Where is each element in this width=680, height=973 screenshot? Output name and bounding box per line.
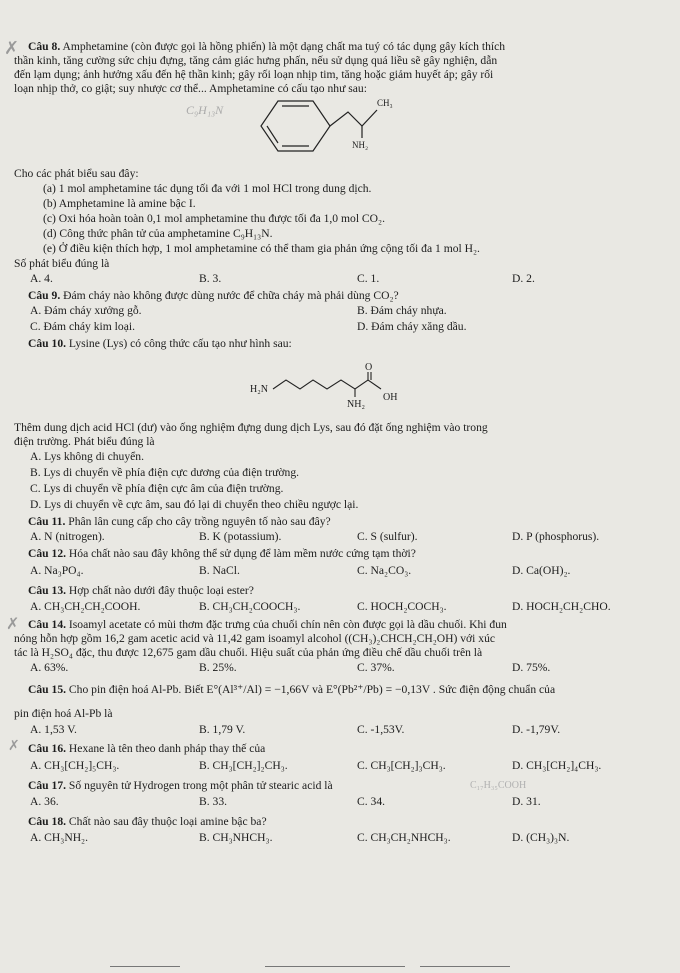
q13-option-d[interactable]: D. HOCH₂CH₂CHO. [512, 600, 611, 613]
q16-number: Câu 16. [28, 742, 67, 755]
q8-option-b[interactable]: B. 3. [199, 272, 222, 285]
q17-text: Số nguyên tử Hydrogen trong một phân tử stearic acid là [68, 779, 333, 792]
q18-number: Câu 18. [28, 815, 67, 828]
q10-line-1: Thêm dung dịch acid HCl (dư) vào ống nghiệm đựng dung dịch Lys, sau đó đặt ống nghiệm vào trong [14, 421, 488, 434]
footer-divider [420, 966, 510, 967]
q8-statement-b: (b) Amphetamine là amine bậc I. [43, 197, 196, 210]
q15-option-a[interactable]: A. 1,53 V. [30, 723, 77, 736]
q8-option-a[interactable]: A. 4. [30, 272, 53, 285]
amphetamine-ch3-label: CH₃ [377, 98, 393, 108]
q17-stem [28, 779, 333, 792]
q13-option-a[interactable]: A. CH₃CH₂CH₂COOH. [30, 600, 141, 613]
q10-line-2: điện trường. Phát biểu đúng là [14, 435, 155, 448]
q16-text: Hexane là tên theo danh pháp thay thế của [68, 742, 266, 755]
q15-text: Cho pin điện hoá Al-Pb. Biết E°(Al³⁺/Al) = −1,66V và E°(Pb²⁺/Pb) = −0,13V . Sức điện động chuẩn của [68, 683, 556, 696]
q10-text: Lysine (Lys) có công thức cấu tạo như hình sau: [68, 337, 292, 350]
handwritten-x-mark: ✗ [6, 614, 20, 633]
q10-option-c[interactable]: C. Lys di chuyển về phía điện cực âm của điện trường. [30, 482, 284, 495]
q17-option-b[interactable]: B. 33. [199, 795, 228, 808]
q17-option-a[interactable]: A. 36. [30, 795, 59, 808]
q14-option-c[interactable]: C. 37%. [357, 661, 395, 674]
q18-option-b[interactable]: B. CH₃NHCH₃. [199, 831, 273, 844]
q11-text: Phân lân cung cấp cho cây trồng nguyên tố nào sau đây? [68, 515, 331, 528]
q16-option-b[interactable]: B. CH₃[CH₂]₂CH₃. [199, 759, 288, 772]
q18-option-d[interactable]: D. (CH₃)₃N. [512, 831, 570, 844]
q9-number: Câu 9. [28, 289, 61, 302]
q11-stem [28, 515, 331, 528]
q8-statement-e: (e) Ở điều kiện thích hợp, 1 mol amphetamine có thể tham gia phản ứng cộng tối đa 1 mol H₂. [43, 242, 480, 255]
q8-option-d[interactable]: D. 2. [512, 272, 535, 285]
handwritten-formula-note: C₉H₁₃N [186, 103, 224, 117]
q9-option-a[interactable]: A. Đám cháy xưởng gỗ. [30, 304, 142, 317]
q10-option-a[interactable]: A. Lys không di chuyển. [30, 450, 144, 463]
q18-option-a[interactable]: A. CH₃NH₂. [30, 831, 89, 844]
q11-option-c[interactable]: C. S (sulfur). [357, 530, 418, 543]
q14-option-a[interactable]: A. 63%. [30, 661, 69, 674]
q8-number: Câu 8. [28, 40, 61, 53]
q15-option-c[interactable]: C. -1,53V. [357, 723, 405, 736]
q12-number: Câu 12. [28, 547, 67, 560]
q16-option-c[interactable]: C. CH₃[CH₂]₃CH₃. [357, 759, 446, 772]
q8-option-c[interactable]: C. 1. [357, 272, 380, 285]
q8-text-1: Amphetamine (còn được gọi là hồng phiến) là một dạng chất ma tuý có tác dụng gây kích thích [62, 40, 506, 53]
q8-statement-a: (a) 1 mol amphetamine tác dụng tối đa với 1 mol HCl trong dung dịch. [43, 182, 372, 195]
q8-line-3: đến lạm dụng; ảnh hưởng xấu đến hệ thần kinh; gây rối loạn nhịp tim, tăng hoặc giảm huyết áp; gây rối [14, 68, 494, 81]
q15-line-2: pin điện hoá Al-Pb là [14, 707, 113, 720]
q8-statements-intro: Cho các phát biểu sau đây: [14, 167, 139, 180]
q11-option-b[interactable]: B. K (potassium). [199, 530, 282, 543]
q17-option-d[interactable]: D. 31. [512, 795, 541, 808]
q17-option-c[interactable]: C. 34. [357, 795, 386, 808]
q8-statement-c: (c) Oxi hóa hoàn toàn 0,1 mol amphetamine thu được tối đa 1,0 mol CO₂. [43, 212, 385, 225]
q10-option-b[interactable]: B. Lys di chuyển về phía điện cực dương của điện trường. [30, 466, 300, 479]
q15-option-d[interactable]: D. -1,79V. [512, 723, 561, 736]
q11-number: Câu 11. [28, 515, 66, 528]
q14-line-3: tác là H₂SO₄ đặc, thu được 12,675 gam dầu chuối. Hiệu suất của phản ứng điều chế dầu chuối trên là [14, 646, 483, 659]
q11-option-d[interactable]: D. P (phosphorus). [512, 530, 600, 543]
q14-number: Câu 14. [28, 618, 67, 631]
q11-option-a[interactable]: A. N (nitrogen). [30, 530, 105, 543]
q13-option-c[interactable]: C. HOCH₂COCH₃. [357, 600, 447, 613]
q8-count-prompt: Số phát biểu đúng là [14, 257, 110, 270]
q8-statement-d: (d) Công thức phân tử của amphetamine C₉H₁₃N. [43, 227, 273, 240]
q15-stem [28, 683, 555, 696]
q14-option-b[interactable]: B. 25%. [199, 661, 237, 674]
q15-option-b[interactable]: B. 1,79 V. [199, 723, 246, 736]
q8-line-2: thần kinh, tăng cường sức chịu đựng, tăng cảm giác hưng phấn, nếu sử dụng quá liều sẽ gây nghiện, dẫn [14, 54, 498, 67]
q9-option-b[interactable]: B. Đám cháy nhựa. [357, 304, 447, 317]
q17-number: Câu 17. [28, 779, 67, 792]
q9-option-d[interactable]: D. Đám cháy xăng dầu. [357, 320, 467, 333]
q18-text: Chất nào sau đây thuộc loại amine bậc ba? [68, 815, 267, 828]
q13-number: Câu 13. [28, 584, 67, 597]
lysine-oh-label: OH [383, 392, 398, 403]
q12-stem [28, 547, 416, 560]
q12-text: Hóa chất nào sau đây không thể sử dụng để làm mềm nước cứng tạm thời? [68, 547, 416, 560]
q16-stem [28, 742, 265, 755]
footer-divider [265, 966, 405, 967]
q18-option-c[interactable]: C. CH₃CH₂NHCH₃. [357, 831, 451, 844]
q16-option-a[interactable]: A. CH₃[CH₂]₅CH₃. [30, 759, 120, 772]
q15-number: Câu 15. [28, 683, 67, 696]
q12-option-b[interactable]: B. NaCl. [199, 564, 240, 577]
q16-option-d[interactable]: D. CH₃[CH₂]₄CH₃. [512, 759, 602, 772]
q12-option-c[interactable]: C. Na₂CO₃. [357, 564, 412, 577]
handwritten-x-mark: ✗ [8, 738, 20, 754]
amphetamine-nh2-label: NH₂ [352, 140, 369, 150]
lysine-o-label: O [365, 362, 373, 373]
q14-line-1 [28, 618, 507, 631]
q13-text: Hợp chất nào dưới đây thuộc loại ester? [68, 584, 254, 597]
q10-option-d[interactable]: D. Lys di chuyển về cực âm, sau đó lại di chuyển theo chiều ngược lại. [30, 498, 359, 511]
q8-line-4: loạn nhịp thở, co giật; suy nhược cơ thể... Amphetamine có cấu tạo như sau: [14, 82, 367, 95]
q9-option-c[interactable]: C. Đám cháy kim loại. [30, 320, 135, 333]
q14-line-2: nóng hỗn hợp gồm 16,2 gam acetic acid và 11,42 gam isoamyl alcohol ((CH₃)₂CHCH₂CH₂OH) với xúc [14, 632, 496, 645]
q18-stem [28, 815, 267, 828]
q14-text-1: Isoamyl acetate có mùi thơm đặc trưng của chuối chín nên còn được gọi là dầu chuối. Khi đun [68, 618, 507, 631]
q14-option-d[interactable]: D. 75%. [512, 661, 551, 674]
q9-text: Đám cháy nào không được dùng nước để chữa cháy mà phải dùng CO₂? [63, 289, 399, 302]
q13-option-b[interactable]: B. CH₃CH₂COOCH₃. [199, 600, 301, 613]
handwritten-x-mark: ✗ [4, 38, 20, 59]
handwritten-stearic-note: C₁₇H₃₅COOH [470, 780, 527, 791]
q12-option-a[interactable]: A. Na₃PO₄. [30, 564, 84, 577]
q12-option-d[interactable]: D. Ca(OH)₂. [512, 564, 571, 577]
footer-divider [110, 966, 180, 967]
lysine-h2n-label: H₂N [250, 384, 268, 395]
lysine-nh2-label: NH₂ [347, 399, 365, 410]
q13-stem [28, 584, 254, 597]
q10-number: Câu 10. [28, 337, 67, 350]
